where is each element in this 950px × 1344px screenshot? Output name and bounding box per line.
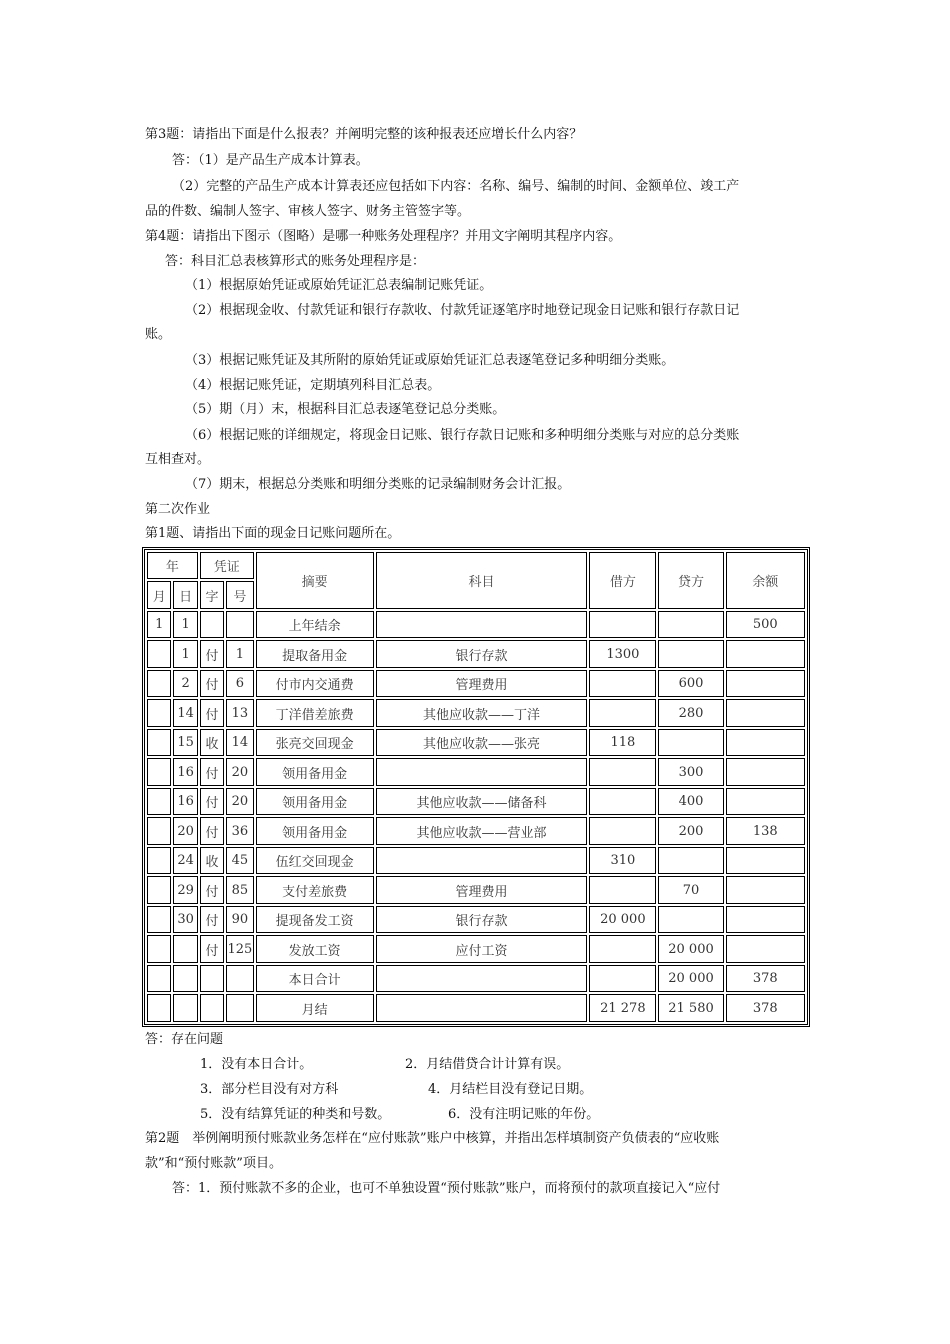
cell-summary: 伍红交回现金 bbox=[256, 847, 374, 875]
cell-account bbox=[376, 847, 588, 875]
q4-title: 第4题：请指出下图示（图略）是哪一种账务处理程序？并用文字阐明其程序内容。 bbox=[145, 229, 622, 244]
cell-day: 24 bbox=[173, 847, 197, 875]
cell-voucher-no: 20 bbox=[226, 758, 253, 786]
cell-credit: 70 bbox=[658, 876, 723, 904]
cell-account: 管理费用 bbox=[376, 876, 588, 904]
cell-voucher-no: 36 bbox=[226, 817, 253, 845]
hw2-q2-answer-1: 答：1．预付账款不多的企业，也可不单独设置“预付账款”账户，而将预付的款项直接记入“应付 bbox=[172, 1181, 721, 1196]
cell-month bbox=[147, 758, 171, 786]
cell-voucher-type: 收 bbox=[200, 847, 224, 875]
q4-step-1: （1）根据原始凭证或原始凭证汇总表编制记账凭证。 bbox=[185, 278, 493, 293]
cell-month bbox=[147, 699, 171, 727]
header-debit: 借方 bbox=[589, 552, 656, 609]
header-summary: 摘要 bbox=[256, 552, 374, 609]
cell-voucher-type: 付 bbox=[200, 817, 224, 845]
cell-balance bbox=[726, 935, 805, 963]
cell-credit bbox=[658, 640, 723, 668]
cell-voucher-no: 14 bbox=[226, 729, 253, 757]
cell-credit: 21 580 bbox=[658, 994, 723, 1022]
problem-4: 4．月结栏目没有登记日期。 bbox=[428, 1082, 593, 1097]
cell-voucher-no: 85 bbox=[226, 876, 253, 904]
problem-2: 2．月结借贷合计计算有误。 bbox=[405, 1057, 570, 1072]
cell-debit bbox=[589, 758, 656, 786]
header-credit: 贷方 bbox=[658, 552, 723, 609]
cell-debit: 118 bbox=[589, 729, 656, 757]
problem-1: 1．没有本日合计。 bbox=[200, 1057, 313, 1072]
cell-balance bbox=[726, 729, 805, 757]
cell-voucher-no: 13 bbox=[226, 699, 253, 727]
cell-credit: 200 bbox=[658, 817, 723, 845]
cell-credit: 20 000 bbox=[658, 965, 723, 993]
cell-balance bbox=[726, 670, 805, 698]
ledger-row bbox=[147, 699, 805, 727]
cell-voucher-type: 收 bbox=[200, 729, 224, 757]
cash-journal-table bbox=[142, 547, 810, 1027]
ledger-row bbox=[147, 876, 805, 904]
problem-5: 5．没有结算凭证的种类和号数。 bbox=[200, 1107, 391, 1122]
cell-day: 16 bbox=[173, 788, 197, 816]
cell-balance bbox=[726, 906, 805, 934]
header-day: 日 bbox=[173, 581, 197, 608]
header-voucher: 凭证 bbox=[200, 552, 254, 579]
cell-day: 30 bbox=[173, 906, 197, 934]
cell-voucher-type: 付 bbox=[200, 876, 224, 904]
cell-month bbox=[147, 788, 171, 816]
cell-month bbox=[147, 935, 171, 963]
cell-balance bbox=[726, 847, 805, 875]
hw2-q1-title: 第1题、请指出下面的现金日记账问题所在。 bbox=[145, 526, 401, 541]
cell-account: 其他应收款——丁洋 bbox=[376, 699, 588, 727]
header-month: 月 bbox=[147, 581, 171, 608]
cell-summary: 上年结余 bbox=[256, 611, 374, 639]
cell-summary: 支付差旅费 bbox=[256, 876, 374, 904]
cell-summary: 领用备用金 bbox=[256, 788, 374, 816]
cell-debit: 310 bbox=[589, 847, 656, 875]
q4-step-6-line2: 互相查对。 bbox=[145, 452, 211, 467]
cell-voucher-type bbox=[200, 994, 224, 1022]
cell-summary: 本日合计 bbox=[256, 965, 374, 993]
cell-voucher-no: 90 bbox=[226, 906, 253, 934]
q3-title: 第3题：请指出下面是什么报表？并阐明完整的该种报表还应增长什么内容？ bbox=[145, 127, 583, 142]
q4-step-7: （7）期末，根据总分类账和明细分类账的记录编制财务会计汇报。 bbox=[185, 477, 571, 492]
cell-voucher-no: 1 bbox=[226, 640, 253, 668]
cell-summary: 张亮交回现金 bbox=[256, 729, 374, 757]
cell-account: 其他应收款——营业部 bbox=[376, 817, 588, 845]
cell-credit: 20 000 bbox=[658, 935, 723, 963]
cell-debit: 20 000 bbox=[589, 906, 656, 934]
ledger-row bbox=[147, 611, 805, 639]
cell-credit: 300 bbox=[658, 758, 723, 786]
cell-voucher-type: 付 bbox=[200, 699, 224, 727]
cell-day: 14 bbox=[173, 699, 197, 727]
ledger-row bbox=[147, 994, 805, 1022]
ledger-row bbox=[147, 817, 805, 845]
header-account: 科目 bbox=[376, 552, 588, 609]
cell-day bbox=[173, 935, 197, 963]
cell-month bbox=[147, 847, 171, 875]
cell-balance: 500 bbox=[726, 611, 805, 639]
cell-month bbox=[147, 729, 171, 757]
cell-month bbox=[147, 670, 171, 698]
cell-voucher-type: 付 bbox=[200, 788, 224, 816]
cell-month bbox=[147, 640, 171, 668]
cell-account bbox=[376, 965, 588, 993]
cell-debit bbox=[589, 788, 656, 816]
cell-credit bbox=[658, 611, 723, 639]
cell-balance bbox=[726, 788, 805, 816]
cell-summary: 发放工资 bbox=[256, 935, 374, 963]
cell-credit bbox=[658, 729, 723, 757]
problem-6: 6．没有注明记账的年份。 bbox=[448, 1107, 600, 1122]
cell-day: 2 bbox=[173, 670, 197, 698]
ledger-row bbox=[147, 788, 805, 816]
cell-account bbox=[376, 758, 588, 786]
cell-credit: 280 bbox=[658, 699, 723, 727]
cell-voucher-type: 付 bbox=[200, 935, 224, 963]
cell-balance bbox=[726, 699, 805, 727]
cell-account: 银行存款 bbox=[376, 640, 588, 668]
problems-answer-label: 答：存在问题 bbox=[145, 1032, 224, 1047]
cell-summary: 付市内交通费 bbox=[256, 670, 374, 698]
header-balance: 余额 bbox=[726, 552, 805, 609]
ledger-grid bbox=[145, 550, 807, 1024]
header-year: 年 bbox=[147, 552, 198, 579]
cell-debit bbox=[589, 817, 656, 845]
cell-month bbox=[147, 817, 171, 845]
cell-account bbox=[376, 611, 588, 639]
ledger-row bbox=[147, 640, 805, 668]
cell-account: 银行存款 bbox=[376, 906, 588, 934]
cell-debit bbox=[589, 965, 656, 993]
cell-credit: 400 bbox=[658, 788, 723, 816]
q4-step-2-line2: 账。 bbox=[145, 327, 172, 342]
cell-balance bbox=[726, 758, 805, 786]
cell-day: 1 bbox=[173, 611, 197, 639]
cell-summary: 提取备用金 bbox=[256, 640, 374, 668]
cell-voucher-type: 付 bbox=[200, 670, 224, 698]
q3-answer-2-line2: 品的件数、编制人签字、审核人签字、财务主管签字等。 bbox=[145, 204, 471, 219]
cell-month bbox=[147, 965, 171, 993]
cell-voucher-type bbox=[200, 611, 224, 639]
q4-step-3: （3）根据记账凭证及其所附的原始凭证或原始凭证汇总表逐笔登记多种明细分类账。 bbox=[185, 353, 675, 368]
cell-credit: 600 bbox=[658, 670, 723, 698]
cell-voucher-no: 45 bbox=[226, 847, 253, 875]
ledger-row bbox=[147, 670, 805, 698]
problem-3: 3．部分栏目没有对方科 bbox=[200, 1082, 339, 1097]
cell-debit bbox=[589, 876, 656, 904]
cell-voucher-type: 付 bbox=[200, 758, 224, 786]
cell-voucher-no: 125 bbox=[226, 935, 253, 963]
header-zi: 字 bbox=[200, 581, 224, 608]
cell-debit bbox=[589, 699, 656, 727]
homework-2-heading: 第二次作业 bbox=[145, 502, 211, 517]
cell-account: 其他应收款——储备科 bbox=[376, 788, 588, 816]
cell-debit bbox=[589, 670, 656, 698]
cell-voucher-type: 付 bbox=[200, 640, 224, 668]
cell-balance bbox=[726, 876, 805, 904]
cell-month bbox=[147, 876, 171, 904]
cell-voucher-no: 20 bbox=[226, 788, 253, 816]
cell-day bbox=[173, 994, 197, 1022]
cell-credit bbox=[658, 847, 723, 875]
hw2-q2-title-line2: 款”和“预付账款”项目。 bbox=[145, 1156, 282, 1171]
cell-credit bbox=[658, 906, 723, 934]
cell-account bbox=[376, 994, 588, 1022]
cell-voucher-no bbox=[226, 994, 253, 1022]
cell-day: 1 bbox=[173, 640, 197, 668]
cell-voucher-type: 付 bbox=[200, 906, 224, 934]
q4-step-5: （5）期（月）末，根据科目汇总表逐笔登记总分类账。 bbox=[185, 402, 506, 417]
cell-debit: 21 278 bbox=[589, 994, 656, 1022]
q4-step-2-line1: （2）根据现金收、付款凭证和银行存款收、付款凭证逐笔序时地登记现金日记账和银行存款日记 bbox=[185, 303, 740, 318]
cell-voucher-no bbox=[226, 611, 253, 639]
cell-debit: 1300 bbox=[589, 640, 656, 668]
cell-day: 15 bbox=[173, 729, 197, 757]
ledger-row bbox=[147, 758, 805, 786]
q3-answer-1: 答：（1）是产品生产成本计算表。 bbox=[172, 153, 369, 168]
q3-answer-2-line1: （2）完整的产品生产成本计算表还应包括如下内容：名称、编号、编制的时间、金额单位、竣工产 bbox=[172, 179, 740, 194]
cell-balance: 138 bbox=[726, 817, 805, 845]
ledger-row bbox=[147, 847, 805, 875]
cell-day: 16 bbox=[173, 758, 197, 786]
q4-step-4: （4）根据记账凭证，定期填列科目汇总表。 bbox=[185, 378, 441, 393]
ledger-row bbox=[147, 729, 805, 757]
cell-day bbox=[173, 965, 197, 993]
cell-balance bbox=[726, 640, 805, 668]
cell-balance: 378 bbox=[726, 994, 805, 1022]
q4-step-6-line1: （6）根据记账的详细规定，将现金日记账、银行存款日记账和多种明细分类账与对应的总分类账 bbox=[185, 428, 740, 443]
ledger-row bbox=[147, 935, 805, 963]
cell-summary: 丁洋借差旅费 bbox=[256, 699, 374, 727]
ledger-row bbox=[147, 906, 805, 934]
cell-balance: 378 bbox=[726, 965, 805, 993]
cell-summary: 领用备用金 bbox=[256, 817, 374, 845]
cell-account: 管理费用 bbox=[376, 670, 588, 698]
cell-month: 1 bbox=[147, 611, 171, 639]
cell-summary: 月结 bbox=[256, 994, 374, 1022]
cell-month bbox=[147, 906, 171, 934]
cell-account: 其他应收款——张亮 bbox=[376, 729, 588, 757]
cell-voucher-no: 6 bbox=[226, 670, 253, 698]
cell-account: 应付工资 bbox=[376, 935, 588, 963]
ledger-row bbox=[147, 965, 805, 993]
cell-summary: 领用备用金 bbox=[256, 758, 374, 786]
cell-debit bbox=[589, 935, 656, 963]
cell-day: 29 bbox=[173, 876, 197, 904]
q4-answer: 答：科目汇总表核算形式的账务处理程序是： bbox=[165, 254, 426, 269]
cell-summary: 提现备发工资 bbox=[256, 906, 374, 934]
cell-day: 20 bbox=[173, 817, 197, 845]
hw2-q2-title-line1: 第2题 举例阐明预付账款业务怎样在“应付账款”账户中核算，并指出怎样填制资产负债表的“应收账 bbox=[145, 1131, 720, 1146]
cell-voucher-no bbox=[226, 965, 253, 993]
cell-voucher-type bbox=[200, 965, 224, 993]
cell-debit bbox=[589, 611, 656, 639]
header-hao: 号 bbox=[226, 581, 253, 608]
cell-month bbox=[147, 994, 171, 1022]
